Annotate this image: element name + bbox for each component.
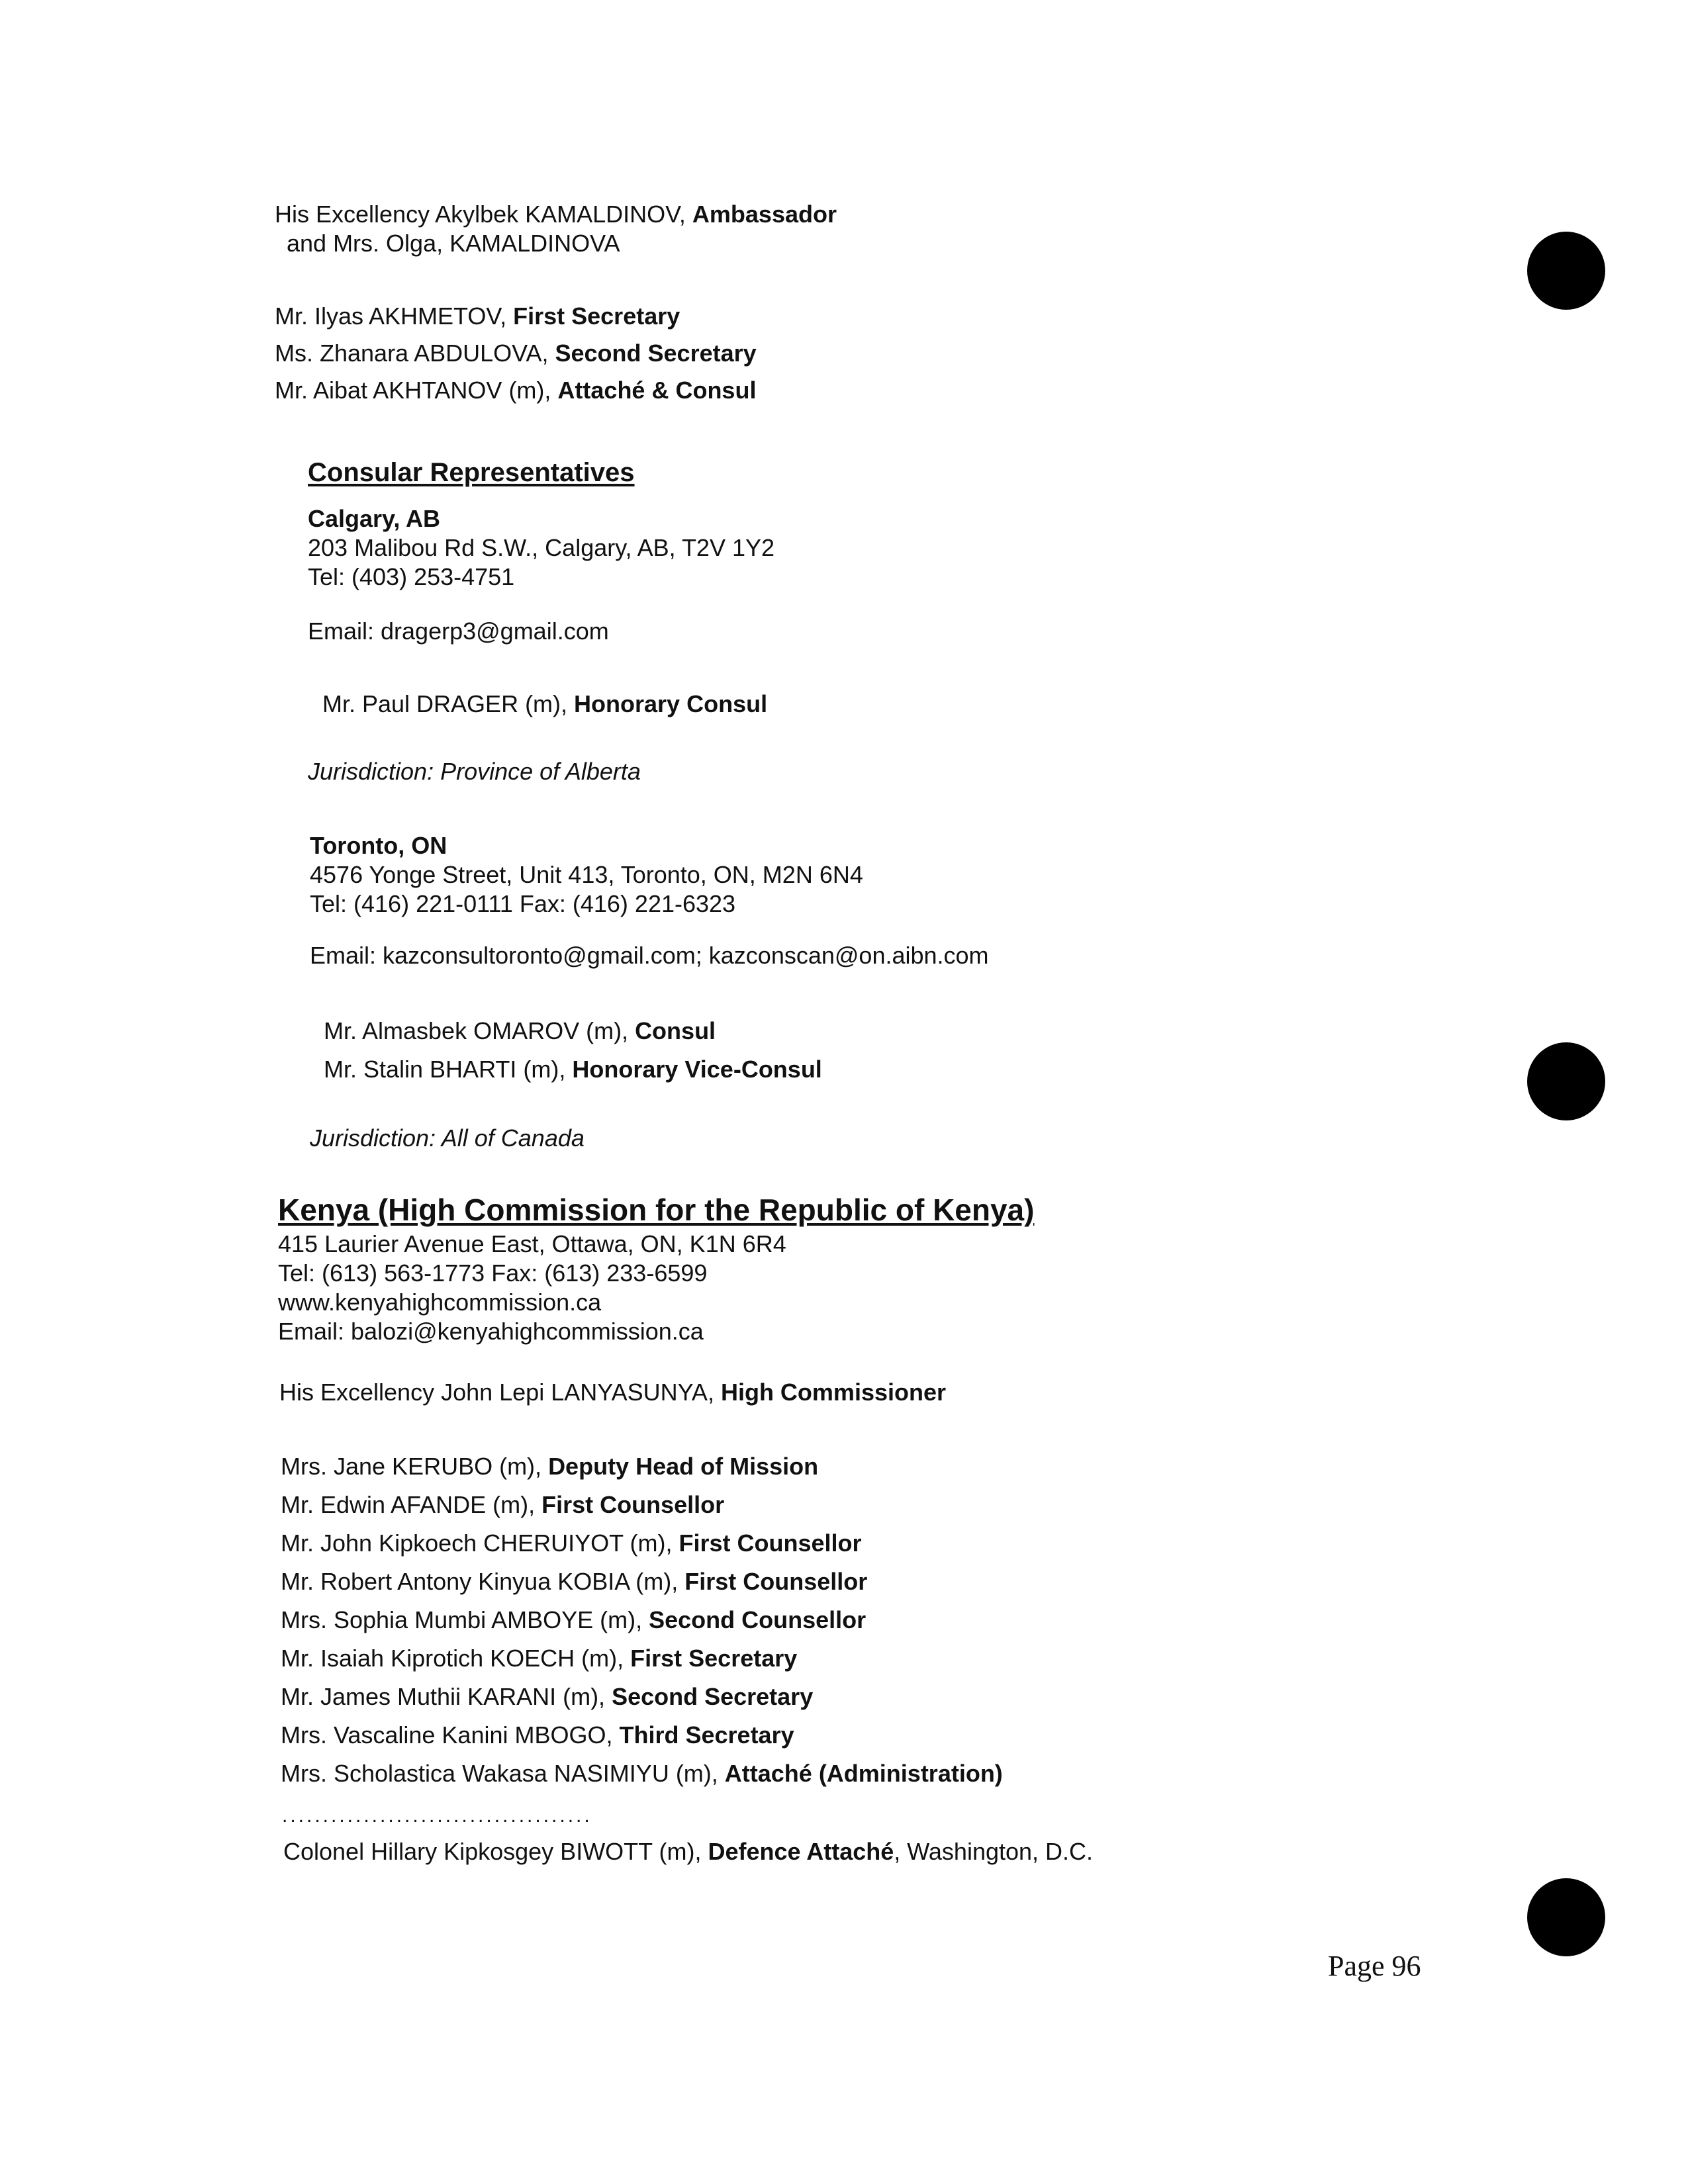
kenya-staff-line [281, 1452, 818, 1481]
kenya-staff-title: Second Counsellor [649, 1606, 867, 1633]
kenya-staff-line [281, 1682, 813, 1711]
consul-title: Honorary Vice-Consul [572, 1056, 822, 1083]
high-commissioner-line [279, 1378, 946, 1407]
consul-line [324, 1017, 716, 1046]
kenya-staff-title: Third Secretary [619, 1721, 794, 1749]
kenya-staff-title: First Counsellor [684, 1568, 868, 1595]
high-commissioner-name: His Excellency John Lepi LANYASUNYA, [279, 1379, 721, 1406]
kenya-staff-line [281, 1721, 794, 1750]
kenya-staff-title: First Counsellor [541, 1491, 725, 1518]
kenya-staff-title: First Secretary [630, 1645, 798, 1672]
kenya-staff-title: Deputy Head of Mission [548, 1453, 819, 1480]
kenya-staff-line [281, 1567, 867, 1596]
kenya-website: www.kenyahighcommission.ca [278, 1289, 602, 1316]
kenya-staff-name: Mr. Edwin AFANDE (m), [281, 1491, 542, 1518]
office-tel: Tel: (416) 221-0111 Fax: (416) 221-6323 [310, 890, 736, 917]
office-jurisdiction: Jurisdiction: All of Canada [310, 1124, 585, 1152]
office-tel: Tel: (403) 253-4751 [308, 563, 515, 590]
dotted-separator: ...................................... [282, 1805, 592, 1827]
punch-hole-top [1527, 232, 1605, 310]
consul-line [322, 690, 767, 719]
staff-title: Attaché & Consul [557, 377, 757, 404]
office-city: Toronto, ON [310, 832, 447, 859]
consul-title: Consul [635, 1017, 716, 1044]
staff-line [275, 376, 756, 405]
office-jurisdiction: Jurisdiction: Province of Alberta [308, 758, 641, 785]
staff-title: Second Secretary [555, 340, 757, 367]
kenya-staff-name: Mr. Isaiah Kiprotich KOECH (m), [281, 1645, 631, 1672]
defence-attache-title: Defence Attaché [708, 1838, 894, 1865]
kenya-address: 415 Laurier Avenue East, Ottawa, ON, K1N 6R4 [278, 1230, 786, 1257]
consular-heading: Consular Representatives [308, 458, 635, 487]
kenya-staff-name: Mrs. Vascaline Kanini MBOGO, [281, 1721, 620, 1749]
kenya-staff-name: Mrs. Sophia Mumbi AMBOYE (m), [281, 1606, 649, 1633]
kenya-staff-name: Mrs. Jane KERUBO (m), [281, 1453, 549, 1480]
consul-name: Mr. Stalin BHARTI (m), [324, 1056, 573, 1083]
office-email: Email: dragerp3@gmail.com [308, 617, 609, 645]
kenya-staff-line [281, 1759, 1003, 1788]
defence-attache-line [283, 1837, 1093, 1866]
page-number: Page 96 [1328, 1950, 1421, 1982]
punch-hole-middle [1527, 1042, 1605, 1120]
kenya-staff-title: First Counsellor [679, 1529, 862, 1557]
kenya-staff-name: Mr. John Kipkoech CHERUIYOT (m), [281, 1529, 679, 1557]
kenya-staff-name: Mr. Robert Antony Kinyua KOBIA (m), [281, 1568, 685, 1595]
kenya-staff-line [281, 1529, 862, 1558]
staff-line [275, 302, 680, 331]
staff-name: Mr. Ilyas AKHMETOV, [275, 302, 514, 330]
ambassador-spouse: and Mrs. Olga, KAMALDINOVA [287, 230, 620, 257]
kenya-heading: Kenya (High Commission for the Republic of Kenya) [278, 1193, 1035, 1227]
staff-name: Ms. Zhanara ABDULOVA, [275, 340, 555, 367]
kenya-tel: Tel: (613) 563-1773 Fax: (613) 233-6599 [278, 1259, 708, 1287]
office-address: 4576 Yonge Street, Unit 413, Toronto, ON, M2N 6N4 [310, 861, 863, 888]
consul-line [324, 1055, 822, 1084]
kenya-staff-name: Mrs. Scholastica Wakasa NASIMIYU (m), [281, 1760, 725, 1787]
consul-name: Mr. Almasbek OMAROV (m), [324, 1017, 635, 1044]
ambassador-line [275, 200, 837, 229]
kenya-staff-line [281, 1644, 797, 1673]
punch-hole-bottom [1527, 1878, 1605, 1956]
kenya-staff-line [281, 1490, 724, 1520]
kenya-staff-title: Second Secretary [612, 1683, 814, 1710]
kenya-staff-name: Mr. James Muthii KARANI (m), [281, 1683, 612, 1710]
kenya-staff-line [281, 1606, 866, 1635]
defence-attache-name: Colonel Hillary Kipkosgey BIWOTT (m), [283, 1838, 708, 1865]
kenya-email: Email: balozi@kenyahighcommission.ca [278, 1318, 704, 1345]
ambassador-title: Ambassador [692, 201, 837, 228]
high-commissioner-title: High Commissioner [720, 1379, 947, 1406]
staff-name: Mr. Aibat AKHTANOV (m), [275, 377, 558, 404]
ambassador-name: His Excellency Akylbek KAMALDINOV, [275, 201, 692, 228]
consul-name: Mr. Paul DRAGER (m), [322, 690, 575, 717]
staff-line [275, 339, 757, 368]
kenya-staff-title: Attaché (Administration) [724, 1760, 1003, 1787]
staff-title: First Secretary [513, 302, 680, 330]
consul-title: Honorary Consul [574, 690, 768, 717]
office-city: Calgary, AB [308, 505, 441, 532]
office-address: 203 Malibou Rd S.W., Calgary, AB, T2V 1Y2 [308, 534, 775, 561]
defence-attache-location: , Washington, D.C. [894, 1838, 1094, 1865]
office-email: Email: kazconsultoronto@gmail.com; kazconscan@on.aibn.com [310, 942, 989, 969]
